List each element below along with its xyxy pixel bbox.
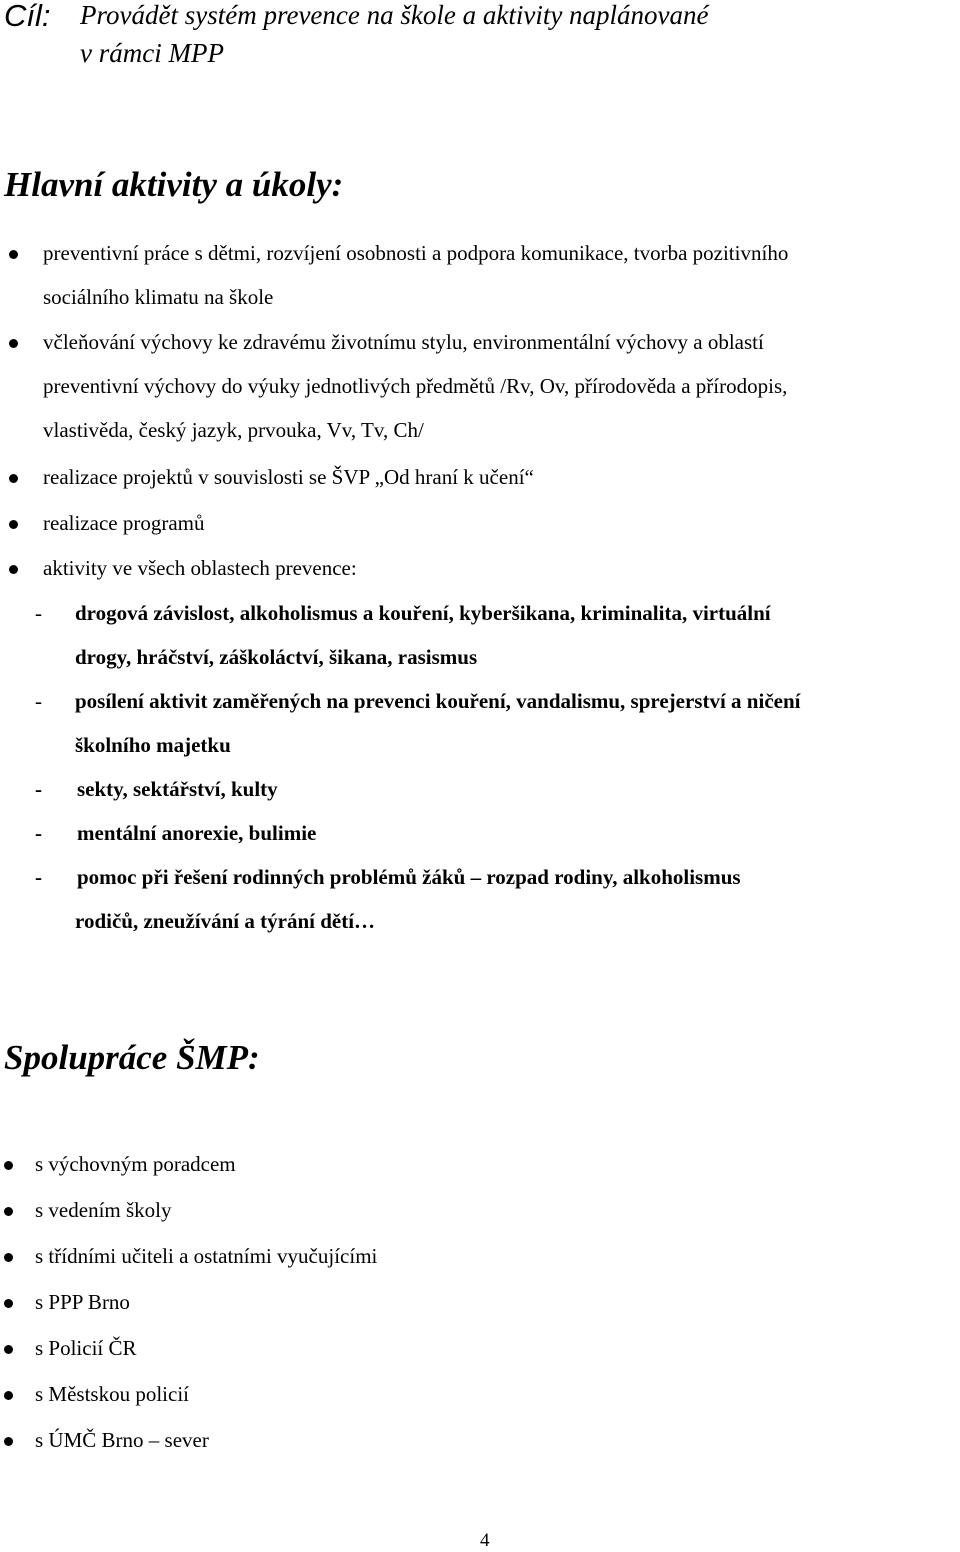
prevention-area-2-line-2: školního majetku <box>75 733 231 757</box>
goal-label <box>4 0 51 34</box>
cooperation-item-1: s výchovným poradcem <box>35 1152 236 1176</box>
activity-item-2-line-3: vlastivěda, český jazyk, prvouka, Vv, Tv, Ch/ <box>43 418 424 442</box>
goal-text-line-1: Provádět systém prevence na škole a aktivity naplánované <box>80 0 709 30</box>
bullet-icon <box>9 250 18 259</box>
cooperation-item-4: s PPP Brno <box>35 1290 130 1314</box>
prevention-area-1-line-2: drogy, hráčství, záškoláctví, šikana, rasismus <box>75 645 478 669</box>
prevention-area-3: sekty, sektářství, kulty <box>77 777 278 801</box>
dash-marker: - <box>35 689 42 713</box>
cooperation-heading: Spolupráce ŠMP: <box>4 1038 260 1077</box>
prevention-area-1-line-1: drogová závislost, alkoholismus a kouření, kyberšikana, kriminalita, virtuální <box>75 601 771 625</box>
bullet-icon <box>9 565 18 574</box>
bullet-icon <box>4 1345 13 1354</box>
bullet-icon <box>4 1207 13 1216</box>
activity-item-1-line-1: preventivní práce s dětmi, rozvíjení osobnosti a podpora komunikace, tvorba pozitivního <box>43 241 789 265</box>
main-activities-heading: Hlavní aktivity a úkoly: <box>4 165 344 204</box>
page-number: 4 <box>480 1530 490 1551</box>
goal-text-line-2: v rámci MPP <box>80 38 224 68</box>
bullet-icon <box>4 1437 13 1446</box>
dash-marker: - <box>35 865 42 889</box>
prevention-area-5-line-2: rodičů, zneužívání a týrání dětí… <box>75 909 376 933</box>
bullet-icon <box>4 1253 13 1262</box>
dash-marker: - <box>35 821 42 845</box>
bullet-icon <box>9 520 18 529</box>
activity-item-4: realizace programů <box>43 511 205 535</box>
prevention-area-2-line-1: posílení aktivit zaměřených na prevenci kouření, vandalismu, sprejerství a ničení <box>75 689 801 713</box>
prevention-area-5-line-1: pomoc při řešení rodinných problémů žáků – rozpad rodiny, alkoholismus <box>77 865 741 889</box>
activity-item-3: realizace projektů v souvislosti se ŠVP „Od hraní k učení“ <box>43 465 534 489</box>
activity-item-2-line-1: včleňování výchovy ke zdravému životnímu stylu, environmentální výchovy a oblastí <box>43 330 764 354</box>
bullet-icon <box>9 339 18 348</box>
activity-item-5: aktivity ve všech oblastech prevence: <box>43 556 357 580</box>
goal-label-text: Cíl <box>4 0 42 33</box>
activity-item-1-line-2: sociálního klimatu na škole <box>43 285 274 309</box>
activity-item-2-line-2: preventivní výchovy do výuky jednotlivých předmětů /Rv, Ov, přírodověda a přírodopis, <box>43 374 788 398</box>
bullet-icon <box>4 1161 13 1170</box>
goal-label-colon: : <box>41 0 51 33</box>
cooperation-item-3: s třídními učiteli a ostatními vyučujícími <box>35 1244 378 1268</box>
bullet-icon <box>4 1299 13 1308</box>
dash-marker: - <box>35 601 42 625</box>
prevention-area-4: mentální anorexie, bulimie <box>77 821 317 845</box>
cooperation-item-5: s Policií ČR <box>35 1336 137 1360</box>
cooperation-item-6: s Městskou policií <box>35 1382 190 1406</box>
cooperation-item-7: s ÚMČ Brno – sever <box>35 1428 209 1452</box>
dash-marker: - <box>35 777 42 801</box>
bullet-icon <box>4 1391 13 1400</box>
cooperation-item-2: s vedením školy <box>35 1198 172 1222</box>
bullet-icon <box>9 474 18 483</box>
